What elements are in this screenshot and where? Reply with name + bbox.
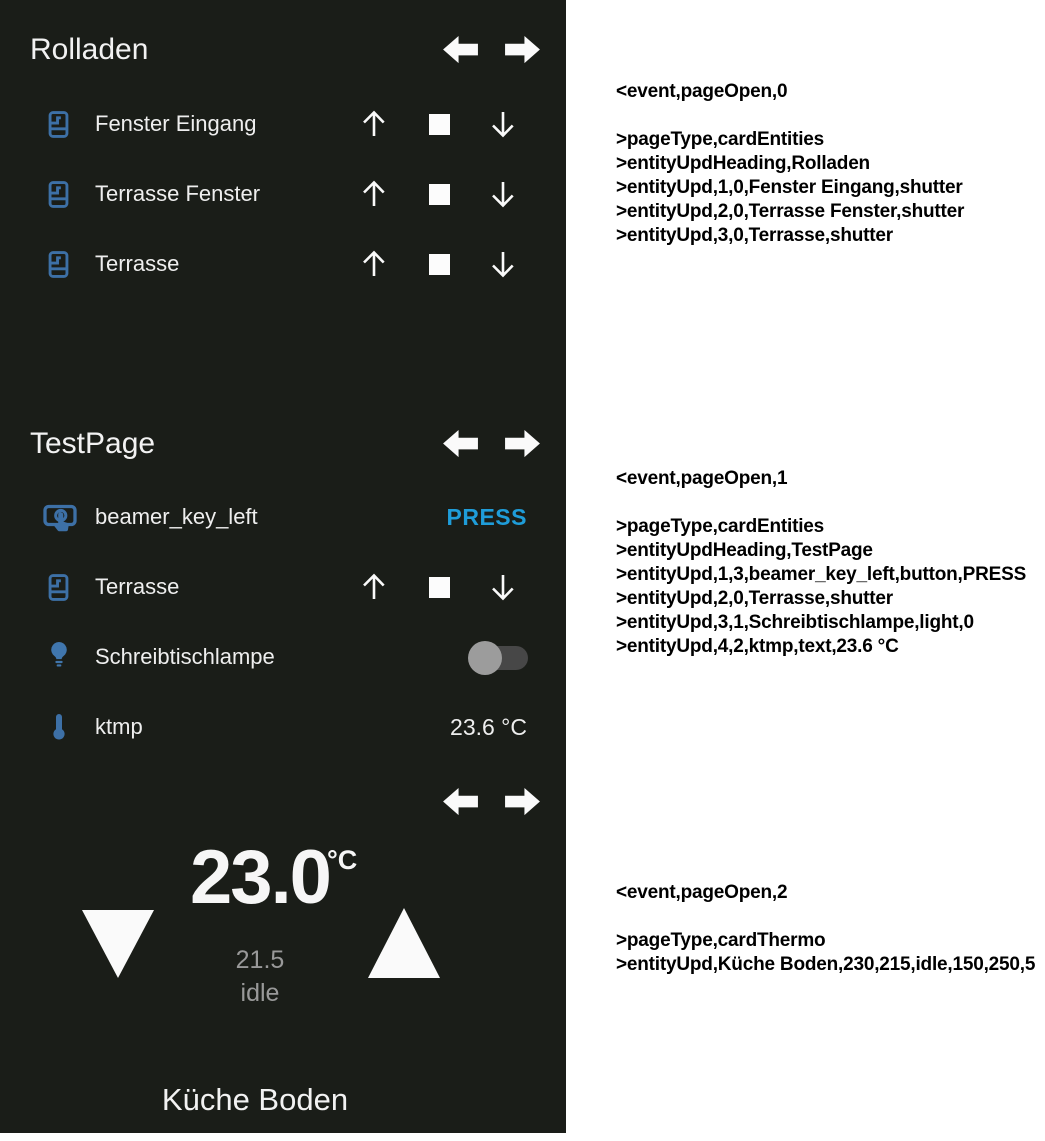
press-button[interactable]: PRESS <box>446 504 527 530</box>
log-line: >entityUpd,Küche Boden,230,215,idle,150,250,5 <box>616 954 1036 975</box>
thermometer-icon <box>51 712 67 748</box>
arrow-up-icon <box>357 177 391 211</box>
log-event-line: <event,pageOpen,1 <box>616 468 788 489</box>
arrow-right-bold-icon <box>504 428 541 459</box>
log-line: >entityUpd,1,0,Fenster Eingang,shutter <box>616 177 963 198</box>
arrow-up-icon <box>357 247 391 281</box>
shutter-stop-button[interactable] <box>429 184 450 205</box>
gesture-tap-button-icon <box>42 499 78 540</box>
log-line: >entityUpd,1,3,beamer_key_left,button,PRESS <box>616 564 1027 585</box>
shutter-stop-button[interactable] <box>429 254 450 275</box>
shutter-icon <box>47 573 70 607</box>
entity-value-temperature: 23.6 °C <box>450 714 527 740</box>
temperature-unit: °C <box>327 845 358 875</box>
card2-heading: TestPage <box>30 427 156 460</box>
shutter-up-button[interactable] <box>357 247 391 281</box>
shutter-down-button[interactable] <box>486 107 520 141</box>
arrow-left-bold-icon <box>442 428 479 459</box>
setpoint-temperature: 21.5 <box>235 946 285 974</box>
arrow-right-bold-icon <box>504 34 541 65</box>
entity-label: Schreibtischlampe <box>95 644 275 669</box>
arrow-up-icon <box>357 570 391 604</box>
entity-label: ktmp <box>95 714 143 739</box>
hvac-state: idle <box>240 979 280 1007</box>
entity-label: Terrasse Fenster <box>95 181 261 206</box>
card3-nav-next-button[interactable] <box>504 786 541 817</box>
log-event-line: <event,pageOpen,2 <box>616 882 788 903</box>
entity-label: Fenster Eingang <box>95 111 257 136</box>
card1-nav-prev-button[interactable] <box>442 34 479 65</box>
entity-label: beamer_key_left <box>95 504 258 529</box>
card2-nav-next-button[interactable] <box>504 428 541 459</box>
arrow-left-bold-icon <box>442 34 479 65</box>
shutter-stop-button[interactable] <box>429 577 450 598</box>
log-line: >pageType,cardEntities <box>616 129 825 150</box>
shutter-down-button[interactable] <box>486 570 520 604</box>
card3-nav-prev-button[interactable] <box>442 786 479 817</box>
log-line: >entityUpd,2,0,Terrasse Fenster,shutter <box>616 201 965 222</box>
entity-label: Terrasse <box>95 251 180 276</box>
current-temperature: 23.0 <box>190 835 330 920</box>
shutter-icon <box>47 110 70 144</box>
shutter-icon <box>47 180 70 214</box>
log-line: >pageType,cardThermo <box>616 930 826 951</box>
shutter-down-button[interactable] <box>486 247 520 281</box>
arrow-down-icon <box>486 177 520 211</box>
lightbulb-icon <box>46 640 72 676</box>
log-line: >entityUpdHeading,TestPage <box>616 540 873 561</box>
shutter-up-button[interactable] <box>357 177 391 211</box>
shutter-up-button[interactable] <box>357 570 391 604</box>
card1-heading: Rolladen <box>30 33 149 66</box>
log-line: >pageType,cardEntities <box>616 516 825 537</box>
log-event-line: <event,pageOpen,0 <box>616 81 788 102</box>
setpoint-up-button[interactable] <box>368 908 440 978</box>
log-line: >entityUpd,2,0,Terrasse,shutter <box>616 588 893 609</box>
card2-nav-prev-button[interactable] <box>442 428 479 459</box>
shutter-down-button[interactable] <box>486 177 520 211</box>
log-line: >entityUpd,4,2,ktmp,text,23.6 °C <box>616 636 899 657</box>
arrow-up-icon <box>357 107 391 141</box>
entity-label: Terrasse <box>95 574 180 599</box>
shutter-icon <box>47 250 70 284</box>
log-line: >entityUpd,3,1,Schreibtischlampe,light,0 <box>616 612 974 633</box>
arrow-down-icon <box>486 247 520 281</box>
shutter-up-button[interactable] <box>357 107 391 141</box>
log-line: >entityUpd,3,0,Terrasse,shutter <box>616 225 893 246</box>
arrow-right-bold-icon <box>504 786 541 817</box>
log-line: >entityUpdHeading,Rolladen <box>616 153 870 174</box>
setpoint-down-button[interactable] <box>82 910 154 978</box>
arrow-down-icon <box>486 570 520 604</box>
card1-nav-next-button[interactable] <box>504 34 541 65</box>
shutter-stop-button[interactable] <box>429 114 450 135</box>
light-toggle-knob[interactable] <box>468 641 502 675</box>
thermo-card-title: Küche Boden <box>161 1082 349 1117</box>
arrow-down-icon <box>486 107 520 141</box>
arrow-left-bold-icon <box>442 786 479 817</box>
